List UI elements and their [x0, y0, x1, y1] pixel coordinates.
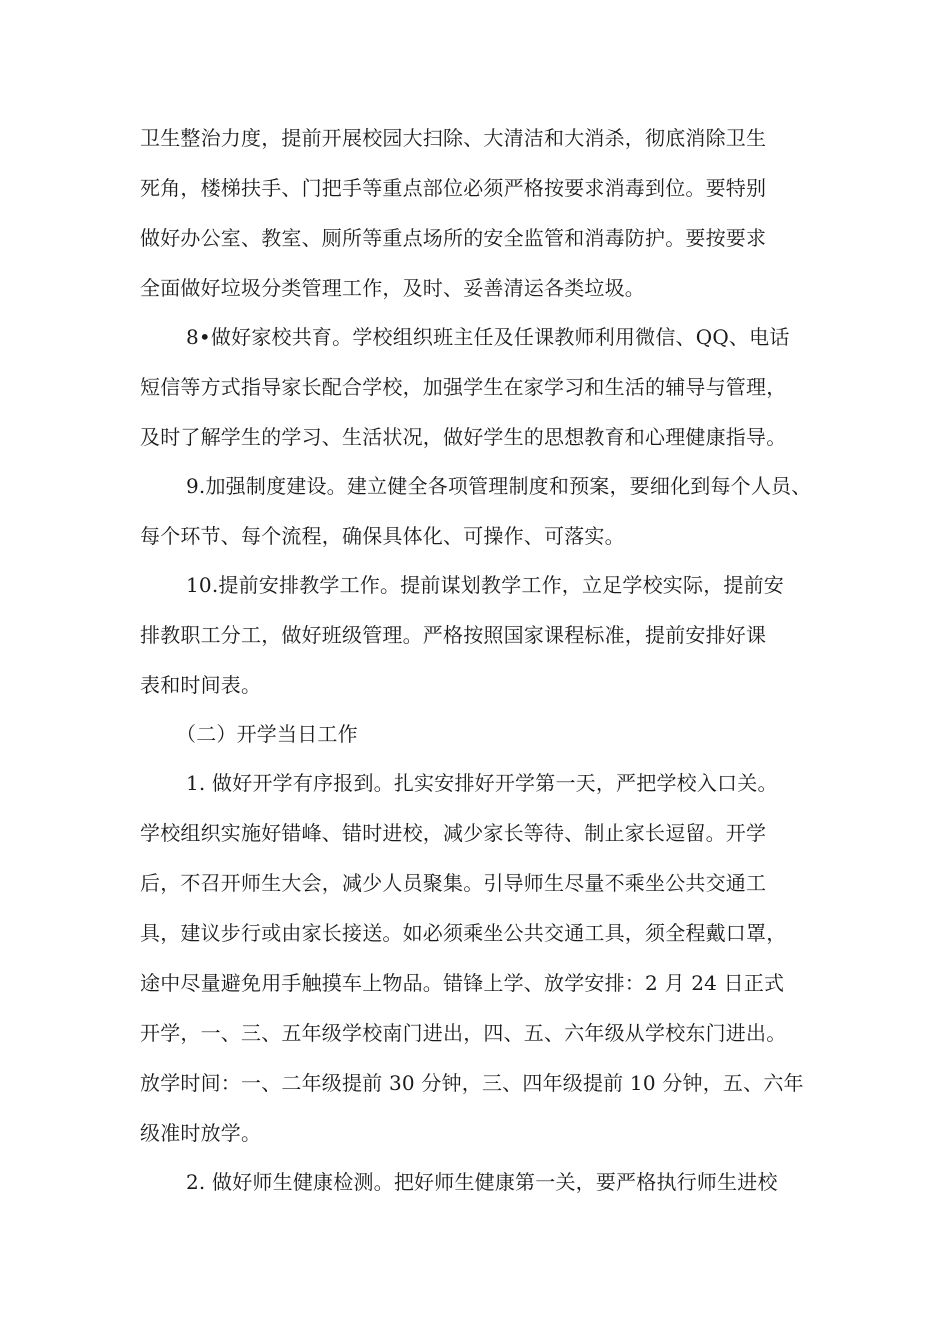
body-text-line: 级准时放学。	[140, 1121, 262, 1145]
section-heading: （二）开学当日工作	[176, 722, 358, 746]
body-text-line: 死角，楼梯扶手、门把手等重点部位必须严格按要求消毒到位。要特别	[140, 176, 767, 200]
body-text-line: 开学，一、三、五年级学校南门进出，四、五、六年级从学校东门进出。	[140, 1021, 787, 1045]
body-text-line: 学校组织实施好错峰、错时进校，减少家长等待、制止家长逗留。开学	[140, 821, 767, 845]
paragraph-first-line: 2. 做好师生健康检测。把好师生健康第一关，要严格执行师生进校	[186, 1170, 778, 1194]
paragraph-first-line: 9.加强制度建设。建立健全各项管理制度和预案，要细化到每个人员、	[186, 474, 812, 498]
body-text-line: 表和时间表。	[140, 673, 262, 697]
body-text-line: 卫生整治力度，提前开展校园大扫除、大清洁和大消杀，彻底消除卫生	[140, 126, 767, 150]
body-text-line: 每个环节、每个流程，确保具体化、可操作、可落实。	[140, 524, 625, 548]
body-text-line: 后，不召开师生大会，减少人员聚集。引导师生尽量不乘坐公共交通工	[140, 871, 767, 895]
paragraph-first-line: 8•做好家校共育。学校组织班主任及任课教师利用微信、QQ、电话	[186, 325, 790, 349]
body-text-line: 短信等方式指导家长配合学校，加强学生在家学习和生活的辅导与管理，	[140, 375, 787, 399]
body-text-line: 全面做好垃圾分类管理工作，及时、妥善清运各类垃圾。	[140, 276, 645, 300]
body-text-line: 具，建议步行或由家长接送。如必须乘坐公共交通工具，须全程戴口罩，	[140, 921, 787, 945]
body-text-line: 放学时间：一、二年级提前 30 分钟，三、四年级提前 10 分钟，五、六年	[140, 1071, 804, 1095]
body-text-line: 做好办公室、教室、厕所等重点场所的安全监管和消毒防护。要按要求	[140, 226, 767, 250]
body-text-line: 途中尽量避免用手触摸车上物品。错锋上学、放学安排：2 月 24 日正式	[140, 971, 785, 995]
paragraph-first-line: 10.提前安排教学工作。提前谋划教学工作，立足学校实际，提前安	[186, 573, 785, 597]
body-text-line: 排教职工分工，做好班级管理。严格按照国家课程标准，提前安排好课	[140, 623, 767, 647]
paragraph-first-line: 1. 做好开学有序报到。扎实安排好开学第一天，严把学校入口关。	[186, 771, 778, 795]
body-text-line: 及时了解学生的学习、生活状况，做好学生的思想教育和心理健康指导。	[140, 425, 787, 449]
